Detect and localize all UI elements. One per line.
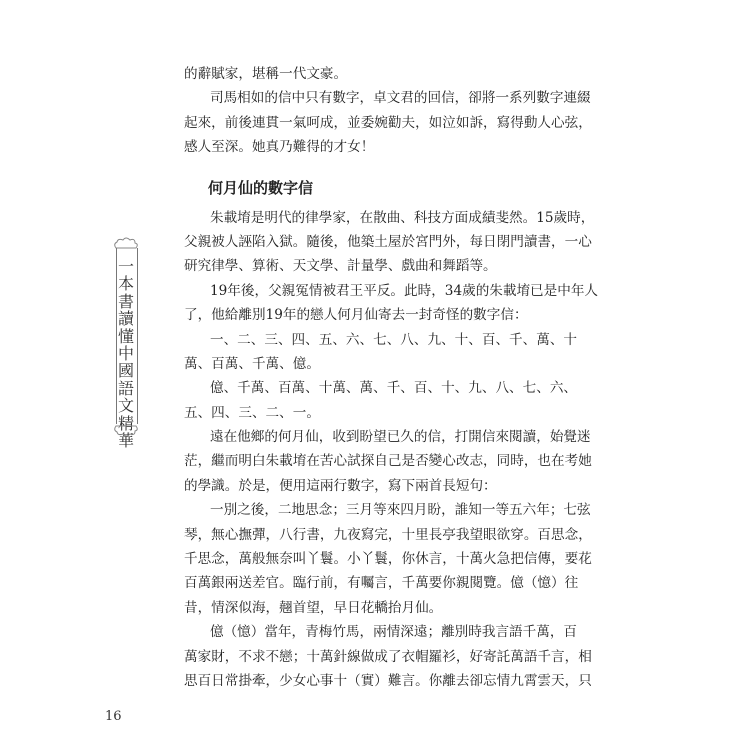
text-line: 了，他給離別19年的戀人何月仙寄去一封奇怪的數字信：: [184, 307, 528, 324]
page-number: 16: [105, 709, 122, 724]
text-line: 的學識。於是，便用這兩行數字，寫下兩首長短句：: [184, 477, 497, 494]
paragraph: [184, 498, 592, 620]
text-line: 司馬相如的信中只有數字，卓文君的回信，卻將一系列數字連綴: [210, 90, 591, 107]
text-line: 億（憶）當年，青梅竹馬，兩情深遠；離別時我言語千萬，百: [210, 624, 578, 641]
paragraph: [184, 376, 578, 425]
text-line: 起來，前後連貫一氣呵成，並委婉勸夫，如泣如訴，寫得動人心弦，: [184, 114, 592, 131]
banner-title: 一本書讀懂中國語文精華: [117, 257, 134, 451]
text-line: 億、千萬、百萬、十萬、萬、千、百、十、九、八、七、六、: [210, 380, 578, 397]
text-line: 茫，繼而明白朱載堉在苦心試探自己是否變心改志，同時，也在考她: [184, 453, 592, 470]
text-line: 琴，無心撫彈，八行書，九夜寫完，十里長亭我望眼欲穿。百思念，: [184, 526, 592, 543]
text-line: 19年後，父親冤情被君王平反。此時，34歲的朱載堉已是中年人: [210, 282, 599, 299]
text-line: 遠在他鄉的何月仙，收到盼望已久的信，打開信來閱讀，始覺迷: [210, 429, 591, 446]
paragraph: [184, 62, 567, 86]
paragraph: [184, 279, 599, 328]
paragraph: [184, 620, 592, 693]
paragraph: [184, 425, 592, 498]
text-line: 思百日常掛牽，少女心事十（實）難言。你離去卻忘情九霄雲天，只: [184, 672, 592, 689]
text-line: 萬、百萬、千萬、億。: [184, 355, 320, 372]
text-line: 五、四、三、二、一。: [184, 404, 320, 421]
text-line: 千思念，萬般無奈叫丫鬟。小丫鬟，你休言，十萬火急把信傳，要花: [184, 551, 592, 568]
text-line: 感人至深。她真乃難得的才女！: [184, 139, 375, 156]
cloud-ornament-icon: [112, 424, 140, 438]
book-title-banner: [110, 234, 142, 451]
paragraph: [184, 86, 592, 159]
paragraphs-after-heading: [184, 206, 599, 694]
text-line: 百萬銀兩送差官。臨行前，有囑言，千萬要你親閱覽。億（憶）往: [184, 575, 579, 592]
text-line: 一別之後，二地思念；三月等來四月盼，誰知一等五六年；七弦: [210, 502, 591, 519]
paragraph: [184, 328, 578, 377]
text-line: 昔，情深似海，翹首望，早日花轎抬月仙。: [184, 599, 443, 616]
section-heading: 何月仙的數字信: [208, 178, 314, 197]
text-line: 的辭賦家，堪稱一代文豪。: [184, 66, 348, 82]
text-line: 一、二、三、四、五、六、七、八、九、十、百、千、萬、十: [210, 331, 578, 348]
text-line: 萬家財，不求不戀；十萬針線做成了衣帽羅衫，好寄託萬語千言，相: [184, 648, 592, 665]
text-line: 朱載堉是明代的律學家，在散曲、科技方面成績斐然。15歲時，: [210, 209, 595, 226]
paragraphs-before-heading: [184, 62, 592, 160]
body-text: [184, 62, 599, 693]
paragraph: [184, 206, 595, 279]
text-line: 父親被人誣陷入獄。隨後，他築土屋於宮門外，每日閉門讀書，一心: [184, 233, 592, 250]
text-line: 研究律學、算術、天文學、計量學、戲曲和舞蹈等。: [184, 258, 497, 275]
